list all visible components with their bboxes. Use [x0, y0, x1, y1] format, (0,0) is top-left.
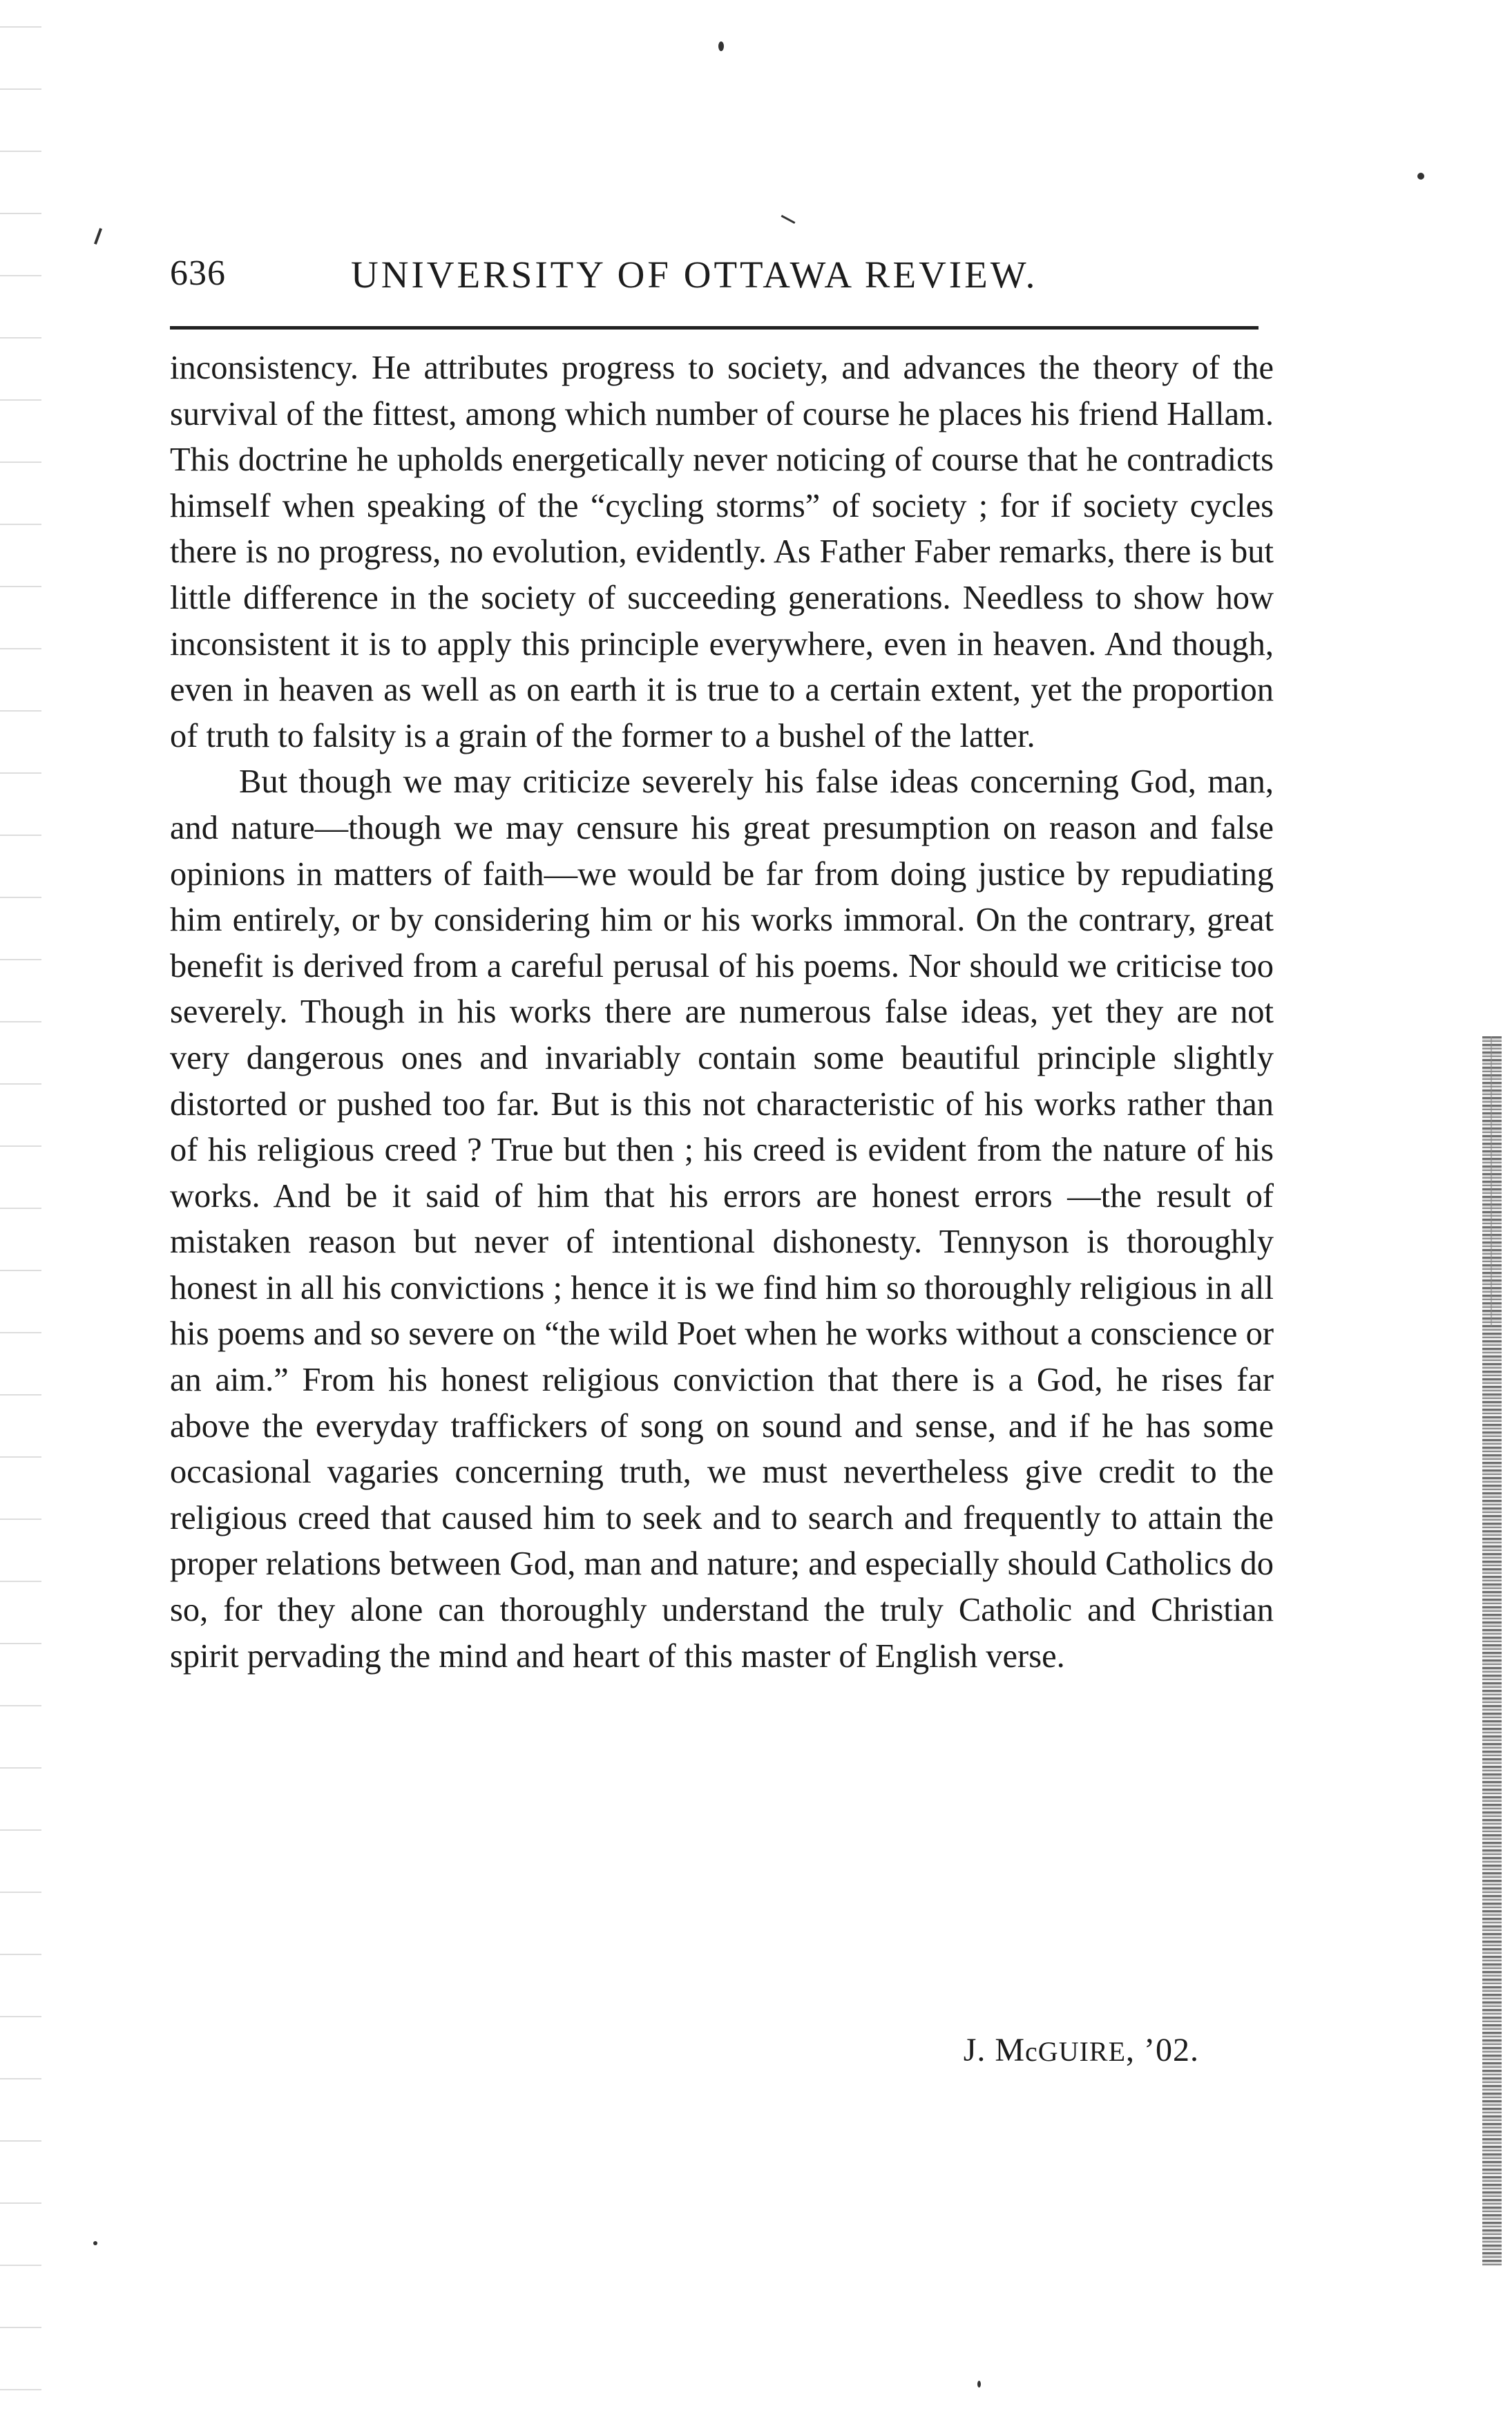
- scan-edge-right: [1482, 1036, 1502, 2266]
- scan-speck: [977, 2381, 981, 2388]
- scan-speck: [93, 2241, 97, 2245]
- scan-edge-left: [0, 0, 41, 2409]
- page-number: 636: [170, 254, 226, 293]
- article-body: [170, 345, 1274, 1679]
- signature-year: , ’02.: [1126, 2032, 1199, 2068]
- scan-edge-right-line: [1491, 1036, 1492, 1326]
- header-rule: [170, 326, 1259, 330]
- signature-initial: J. M: [963, 2032, 1026, 2068]
- scan-speck: [1417, 173, 1424, 180]
- paragraph: But though we may criticize severely his false ideas concerning God, man, and nature—though we may censure his great presumption on reason and false opinions in matters of faith—we would be far from doing justice by repudiating him entirely, or by considering him or his works immoral. On the contrary, great benefit is derived from a careful perusal of his poems. Nor should we criticise too severely. Though in his works there are numerous false ideas, yet they are not very dangerous ones and invariably contain some beautiful principle slightly distorted or pushed too far. But is this not characteristic of his works rather than of his religious creed ? True but then ; his creed is evident from the nature of his works. And be it said of him that his errors are honest errors —the result of mistaken reason but never of intentional dishonesty. Tennyson is thoroughly honest in all his convictions ; hence it is we find him so thoroughly religious in all his poems and so severe on “the wild Poet when he works without a conscience or an aim.” From his honest religious conviction that there is a God, he rises far above the everyday traffickers of song on sound and sense, and if he has some occasional vagaries concerning truth, we must nevertheless give credit to the religious creed that caused him to seek and to search and frequently to attain the proper relations between God, man and nature; and especially should Catholics do so, for they alone can thoroughly understand the truly Catholic and Christian spirit pervading the mind and heart of this master of English verse.: [170, 763, 1274, 1675]
- paragraph: inconsistency. He attributes progress to society, and advances the theory of the survival of the fittest, among which number of course he places his friend Hallam. This doctrine he upholds energetically never noticing of course that he contradicts himself when speaking of the “cycling storms” of society ; for if society cycles there is no progress, no evolution, evidently. As Father Faber remarks, there is but little difference in the society of succeeding generations. Needless to show how inconsistent it is to apply this principle everywhere, even in heaven. And though, even in heaven as well as on earth it is true to a certain extent, yet the proportion of truth to falsity is a grain of the former to a bushel of the latter.: [170, 350, 1274, 754]
- author-signature: [964, 2031, 1199, 2069]
- signature-surname: cGUIRE: [1025, 2036, 1127, 2067]
- scan-speck: [94, 228, 102, 245]
- scan-speck: [781, 215, 796, 224]
- page-header: [170, 246, 1259, 322]
- scan-speck: [718, 41, 724, 51]
- running-title: UNIVERSITY OF OTTAWA REVIEW.: [351, 254, 1038, 296]
